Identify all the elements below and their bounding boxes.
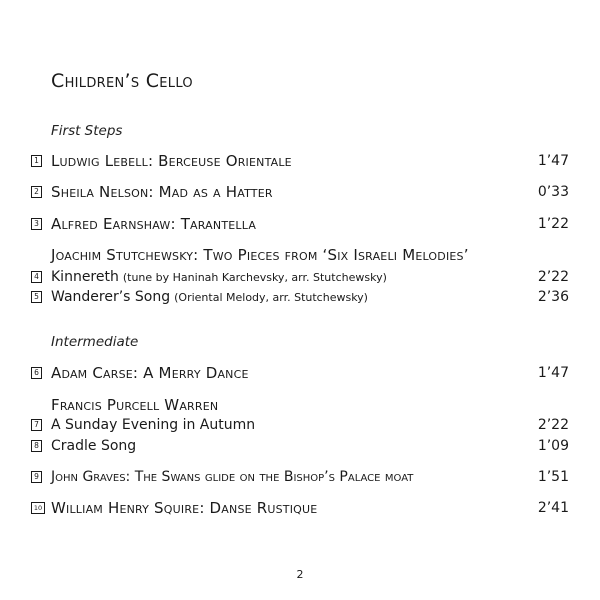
track-duration: 1’47 <box>537 153 569 169</box>
track-title: John Graves: The Swans glide on the Bishop’s Palace moat <box>51 469 414 485</box>
track-title: Alfred Earnshaw: Tarantella <box>51 215 257 233</box>
track-duration: 2’22 <box>537 269 569 285</box>
section-label-first-steps: First Steps <box>51 123 123 139</box>
page-title: Children’s Cello <box>51 70 193 92</box>
track-note: (Oriental Melody, arr. Stutchewsky) <box>174 290 368 304</box>
track-row <box>31 436 569 456</box>
track-title: William Henry Squire: Danse Rustique <box>51 499 318 517</box>
track-row <box>31 363 569 383</box>
track-duration: 2’36 <box>537 289 569 305</box>
track-row <box>31 467 569 487</box>
track-title: Sheila Nelson: Mad as a Hatter <box>51 183 273 201</box>
track-title: Adam Carse: A Merry Dance <box>51 364 249 382</box>
track-number: 6 <box>31 367 42 379</box>
track-duration: 1’51 <box>537 469 569 485</box>
track-number: 1 <box>31 155 42 167</box>
track-duration: 1’09 <box>537 438 569 454</box>
track-number: 9 <box>31 471 42 483</box>
track-title: Wanderer’s Song <box>51 289 171 305</box>
section-label-intermediate: Intermediate <box>51 334 139 350</box>
track-row <box>31 267 569 287</box>
track-row <box>31 287 569 307</box>
track-number: 10 <box>31 502 45 514</box>
track-duration: 2’22 <box>537 417 569 433</box>
track-number: 2 <box>31 186 42 198</box>
track-number: 4 <box>31 271 42 283</box>
track-number: 3 <box>31 218 42 230</box>
track-title: Cradle Song <box>51 438 137 454</box>
track-row <box>31 498 569 518</box>
track-row <box>31 182 569 202</box>
track-row <box>31 151 569 171</box>
track-title: Kinnereth <box>51 269 119 285</box>
track-note: (tune by Haninah Karchevsky, arr. Stutchewsky) <box>122 270 387 284</box>
track-duration: 1’22 <box>537 216 569 232</box>
group-heading-stutchewsky: Joachim Stutchewsky: Two Pieces from ‘Six Israeli Melodies’ <box>51 246 469 264</box>
track-title: Ludwig Lebell: Berceuse Orientale <box>51 152 292 170</box>
track-title: A Sunday Evening in Autumn <box>51 417 256 433</box>
track-number: 5 <box>31 291 42 303</box>
track-number: 7 <box>31 419 42 431</box>
page-number: 2 <box>296 568 304 581</box>
track-row <box>31 214 569 234</box>
track-number: 8 <box>31 440 42 452</box>
track-duration: 2’41 <box>537 500 569 516</box>
track-duration: 0’33 <box>537 184 569 200</box>
track-duration: 1’47 <box>537 365 569 381</box>
track-row <box>31 415 569 435</box>
group-heading-warren: Francis Purcell Warren <box>51 396 219 414</box>
